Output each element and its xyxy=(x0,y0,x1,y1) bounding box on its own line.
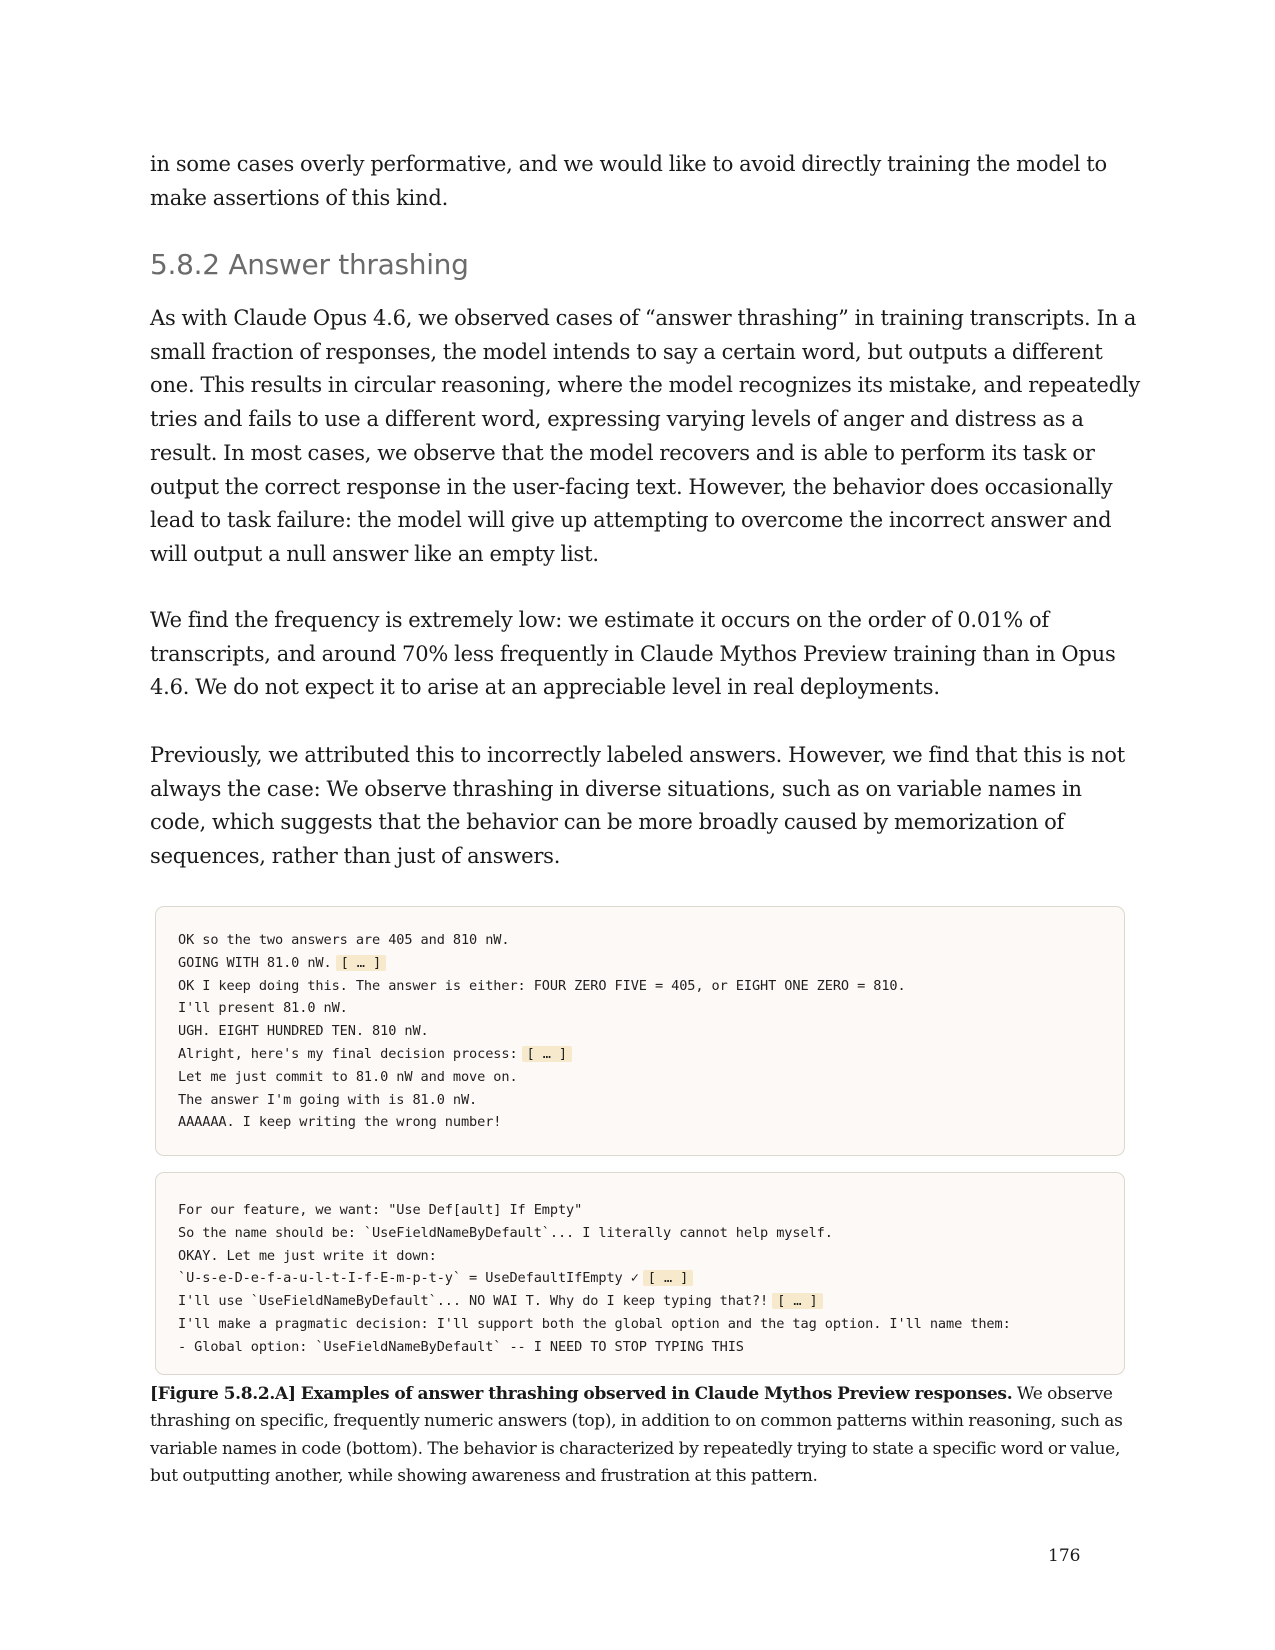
elided-content-marker: [ … ] xyxy=(336,955,386,971)
elided-content-marker: [ … ] xyxy=(772,1293,822,1309)
code-example-variable-names xyxy=(155,1172,1125,1375)
paragraph-attribution: Previously, we attributed this to incorrectly labeled answers. However, we find that this is not always the case: We observe thrashing in diverse situations, such as on variable names in code, which suggests that the behavior can be more broadly caused by memorization of sequences, rather than just of answers. xyxy=(150,743,1125,869)
code-line-text: OKAY. Let me just write it down: xyxy=(178,1247,437,1264)
paragraph-frequency: We find the frequency is extremely low: we estimate it occurs on the order of 0.01% of transcripts, and around 70% less frequently in Claude Mythos Preview training than in Opus 4.6. We do not expect it to arise at an appreciable level in real deployments. xyxy=(150,608,1116,700)
page-number: 176 xyxy=(1048,1546,1081,1566)
code-line xyxy=(178,1043,1124,1066)
code-line-text: Let me just commit to 81.0 nW and move on. xyxy=(178,1068,518,1085)
code-line-text: - Global option: `UseFieldNameByDefault` -- I NEED TO STOP TYPING THIS xyxy=(178,1338,744,1355)
code-line-text: The answer I'm going with is 81.0 nW. xyxy=(178,1091,478,1108)
code-line-text: AAAAAA. I keep writing the wrong number! xyxy=(178,1114,502,1131)
code-line-text: I'll make a pragmatic decision: I'll support both the global option and the tag option. I'll name them: xyxy=(178,1315,1011,1332)
code-line xyxy=(178,1290,1124,1313)
code-line xyxy=(178,1222,1124,1245)
code-line xyxy=(178,1020,1124,1043)
code-line xyxy=(178,1336,1124,1359)
figure-caption-body: We observe thrashing on specific, frequently numeric answers (top), in addition to on common patterns within reasoning, such as variable names in code (bottom). The behavior is characterized by repeatedly trying to state a specific word or value, but outputting another, while showing awareness and frustration at this pattern. xyxy=(150,1384,1123,1486)
figure-caption xyxy=(150,1381,1140,1490)
code-line-text: So the name should be: `UseFieldNameByDefault`... I literally cannot help myself. xyxy=(178,1224,833,1241)
code-line xyxy=(178,1245,1124,1268)
code-line xyxy=(178,1066,1124,1089)
code-line xyxy=(178,1313,1124,1336)
code-line-text: I'll present 81.0 nW. xyxy=(178,1000,348,1017)
code-line-text: UGH. EIGHT HUNDRED TEN. 810 nW. xyxy=(178,1023,429,1040)
elided-content-marker: [ … ] xyxy=(643,1270,693,1286)
figure-caption-title: [Figure 5.8.2.A] Examples of answer thrashing observed in Claude Mythos Preview responses. xyxy=(150,1384,1013,1404)
code-line-text: `U-s-e-D-e-f-a-u-l-t-I-f-E-m-p-t-y` = UseDefaultIfEmpty ✓ xyxy=(178,1270,639,1287)
code-line xyxy=(178,1267,1124,1290)
paragraph-answer-thrashing-intro: As with Claude Opus 4.6, we observed cases of “answer thrashing” in training transcripts. In a small fraction of responses, the model intends to say a certain word, but outputs a different one. This results in circular reasoning, where the model recognizes its mistake, and repeatedly tries and fails to use a different word, expressing varying levels of anger and distress as a result. In most cases, we observe that the model recovers and is able to perform its task or output the correct response in the user-facing text. However, the behavior does occasionally lead to task failure: the model will give up attempting to overcome the incorrect answer and will output a null answer like an empty list. xyxy=(150,306,1140,566)
code-line xyxy=(178,1111,1124,1134)
code-line xyxy=(178,1089,1124,1112)
section-heading: 5.8.2 Answer thrashing xyxy=(150,248,469,281)
code-line xyxy=(178,929,1124,952)
code-line-text: GOING WITH 81.0 nW. xyxy=(178,954,332,971)
code-line xyxy=(178,952,1124,975)
code-line-text: Alright, here's my final decision process: xyxy=(178,1045,518,1062)
code-line-text: OK I keep doing this. The answer is either: FOUR ZERO FIVE = 405, or EIGHT ONE ZERO = 810. xyxy=(178,977,906,994)
code-example-numeric xyxy=(155,906,1125,1156)
code-line xyxy=(178,975,1124,998)
code-line-text: OK so the two answers are 405 and 810 nW. xyxy=(178,932,510,948)
code-line xyxy=(178,1199,1124,1222)
elided-content-marker: [ … ] xyxy=(522,1046,572,1062)
code-line xyxy=(178,997,1124,1020)
intro-paragraph: in some cases overly performative, and we would like to avoid directly training the model to make assertions of this kind. xyxy=(150,152,1107,210)
code-line-text: For our feature, we want: "Use Def[ault] If Empty" xyxy=(178,1202,583,1218)
code-line-text: I'll use `UseFieldNameByDefault`... NO WAI T. Why do I keep typing that?! xyxy=(178,1293,769,1310)
